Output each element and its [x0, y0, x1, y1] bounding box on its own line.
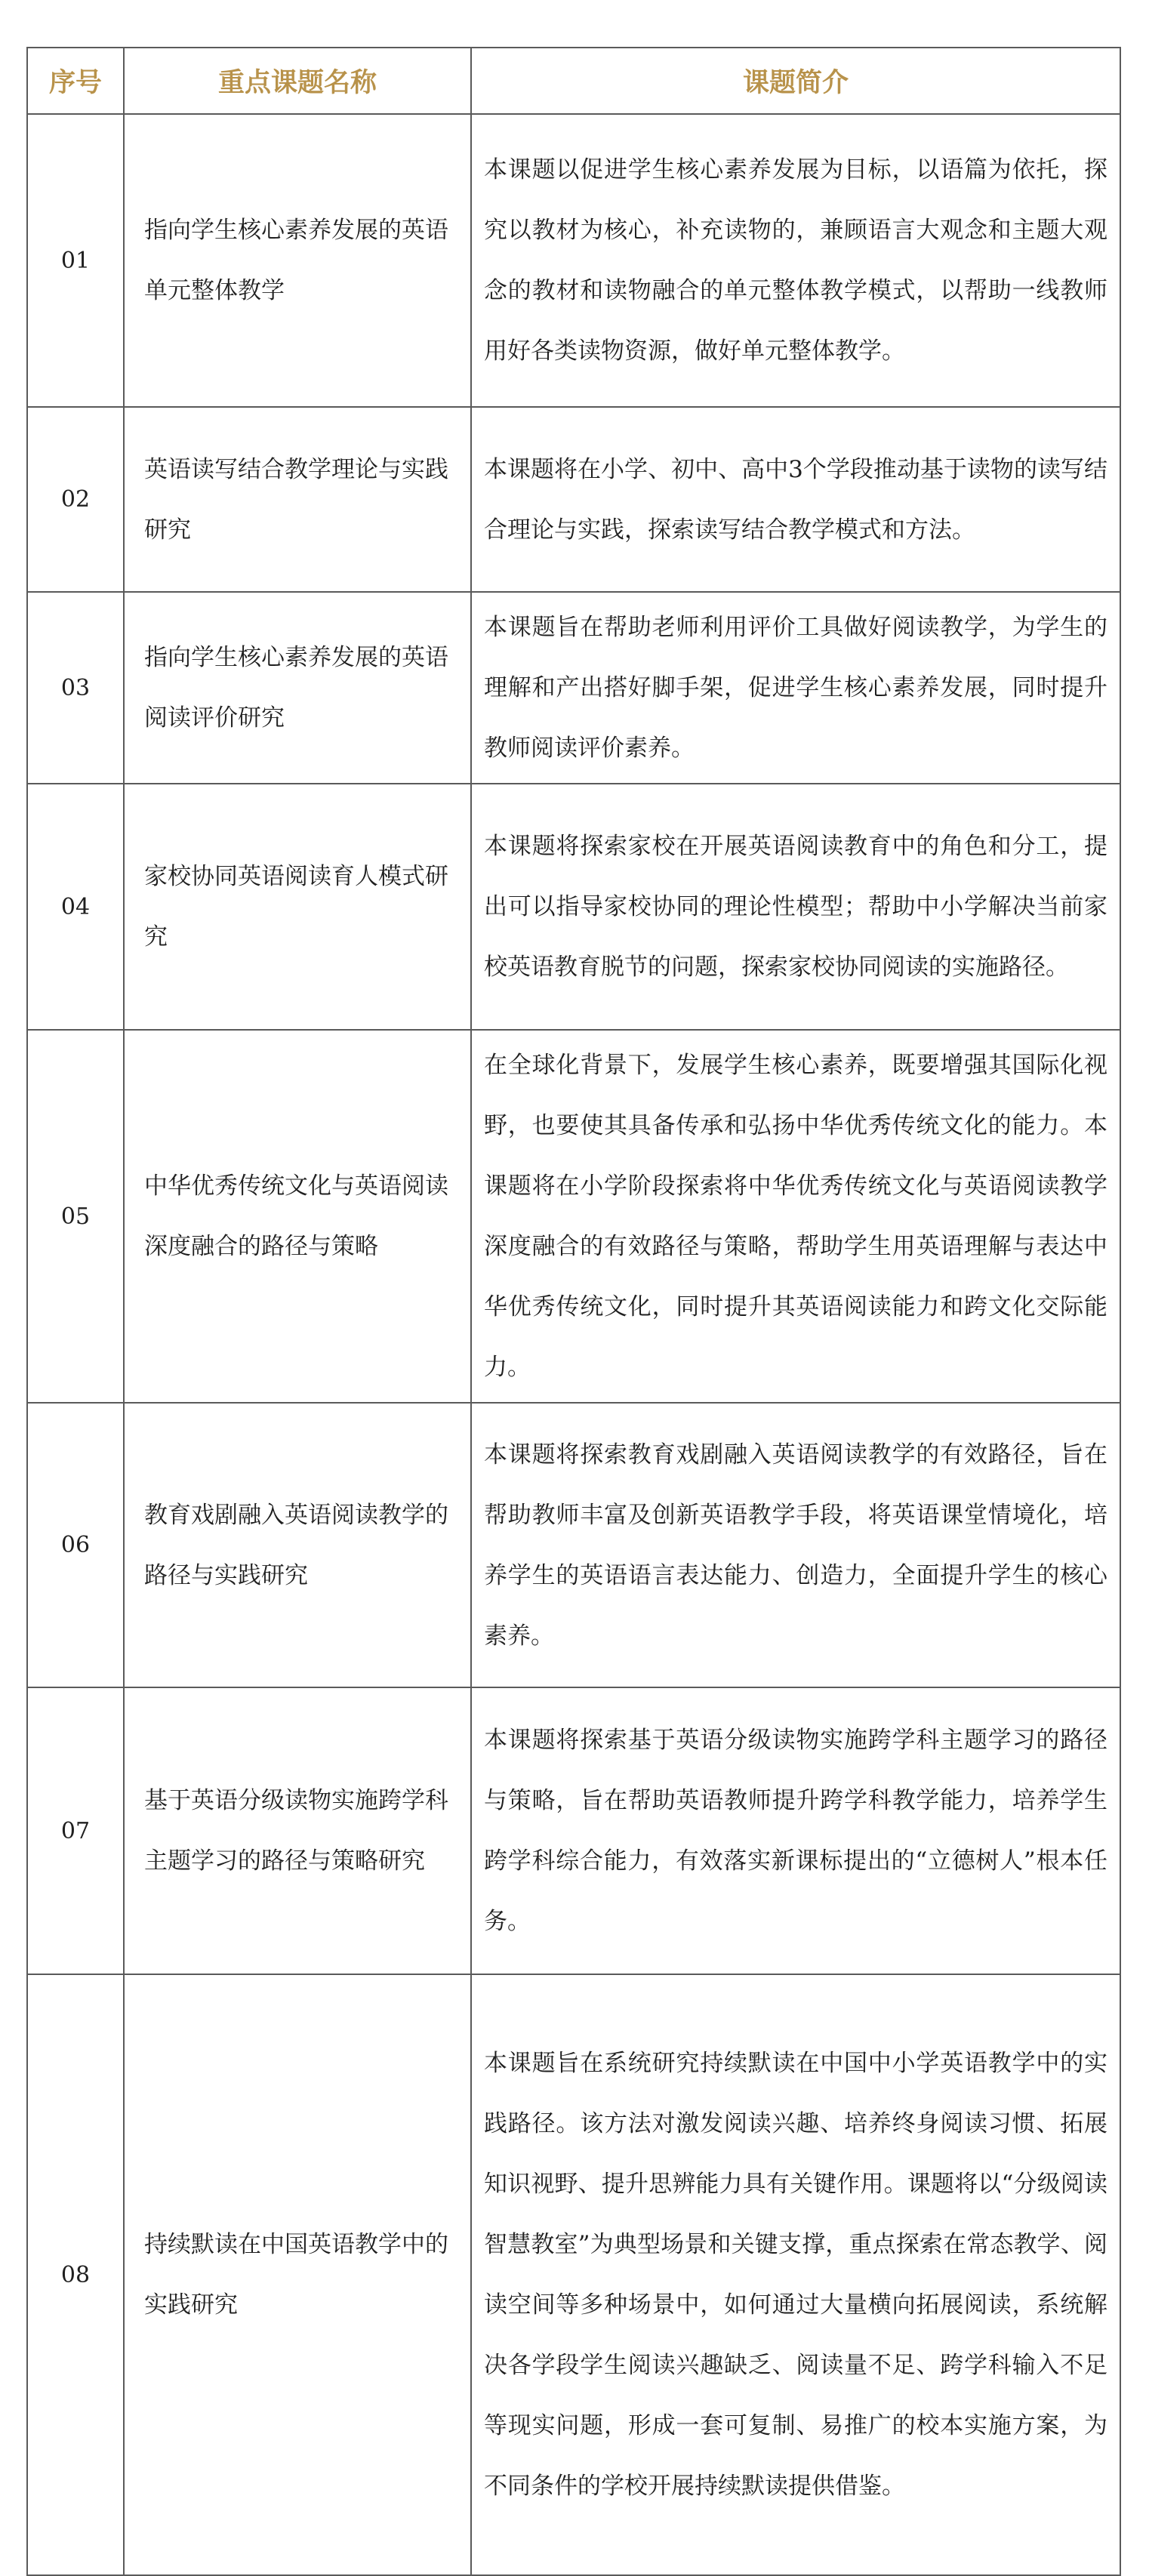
topic-description: 本课题将探索家校在开展英语阅读教育中的角色和分工，提出可以指导家校协同的理论性模型；帮助中小学解决当前家校英语教育脱节的问题，探索家校协同阅读的实施路径。	[471, 784, 1120, 1030]
topic-name: 持续默读在中国英语教学中的实践研究	[124, 1974, 471, 2575]
row-number: 01	[27, 114, 124, 407]
header-number: 序号	[27, 48, 124, 114]
table-row	[27, 114, 1120, 407]
topic-name: 指向学生核心素养发展的英语单元整体教学	[124, 114, 471, 407]
table-row	[27, 407, 1120, 592]
topic-description: 在全球化背景下，发展学生核心素养，既要增强其国际化视野，也要使其具备传承和弘扬中华优秀传统文化的能力。本课题将在小学阶段探索将中华优秀传统文化与英语阅读教学深度融合的有效路径与策略，帮助学生用英语理解与表达中华优秀传统文化，同时提升其英语阅读能力和跨文化交际能力。	[471, 1030, 1120, 1403]
row-number: 08	[27, 1974, 124, 2575]
row-number: 02	[27, 407, 124, 592]
table-row	[27, 1687, 1120, 1974]
table-row	[27, 1030, 1120, 1403]
row-number: 03	[27, 592, 124, 784]
table-header-row	[27, 48, 1120, 114]
header-topic-name: 重点课题名称	[124, 48, 471, 114]
row-number: 05	[27, 1030, 124, 1403]
row-number: 04	[27, 784, 124, 1030]
row-number: 07	[27, 1687, 124, 1974]
topic-name: 基于英语分级读物实施跨学科主题学习的路径与策略研究	[124, 1687, 471, 1974]
topic-name: 英语读写结合教学理论与实践研究	[124, 407, 471, 592]
topic-description: 本课题将探索基于英语分级读物实施跨学科主题学习的路径与策略，旨在帮助英语教师提升跨学科教学能力，培养学生跨学科综合能力，有效落实新课标提出的“立德树人”根本任务。	[471, 1687, 1120, 1974]
topic-description: 本课题以促进学生核心素养发展为目标，以语篇为依托，探究以教材为核心，补充读物的，兼顾语言大观念和主题大观念的教材和读物融合的单元整体教学模式，以帮助一线教师用好各类读物资源，做好单元整体教学。	[471, 114, 1120, 407]
table-row	[27, 1974, 1120, 2575]
topic-name: 家校协同英语阅读育人模式研究	[124, 784, 471, 1030]
row-number: 06	[27, 1403, 124, 1687]
topic-description: 本课题旨在帮助老师利用评价工具做好阅读教学，为学生的理解和产出搭好脚手架，促进学生核心素养发展，同时提升教师阅读评价素养。	[471, 592, 1120, 784]
topic-name: 教育戏剧融入英语阅读教学的路径与实践研究	[124, 1403, 471, 1687]
topic-name: 指向学生核心素养发展的英语阅读评价研究	[124, 592, 471, 784]
topic-description: 本课题将在小学、初中、高中3个学段推动基于读物的读写结合理论与实践，探索读写结合教学模式和方法。	[471, 407, 1120, 592]
topic-description: 本课题旨在系统研究持续默读在中国中小学英语教学中的实践路径。该方法对激发阅读兴趣、培养终身阅读习惯、拓展知识视野、提升思辨能力具有关键作用。课题将以“分级阅读智慧教室”为典型场景和关键支撑，重点探索在常态教学、阅读空间等多种场景中，如何通过大量横向拓展阅读，系统解决各学段学生阅读兴趣缺乏、阅读量不足、跨学科输入不足等现实问题，形成一套可复制、易推广的校本实施方案，为不同条件的学校开展持续默读提供借鉴。	[471, 1974, 1120, 2575]
table-row	[27, 1403, 1120, 1687]
table-row	[27, 592, 1120, 784]
table-row	[27, 784, 1120, 1030]
header-topic-description: 课题简介	[471, 48, 1120, 114]
topic-description: 本课题将探索教育戏剧融入英语阅读教学的有效路径，旨在帮助教师丰富及创新英语教学手段，将英语课堂情境化，培养学生的英语语言表达能力、创造力，全面提升学生的核心素养。	[471, 1403, 1120, 1687]
topics-table	[26, 47, 1121, 2576]
topic-name: 中华优秀传统文化与英语阅读深度融合的路径与策略	[124, 1030, 471, 1403]
